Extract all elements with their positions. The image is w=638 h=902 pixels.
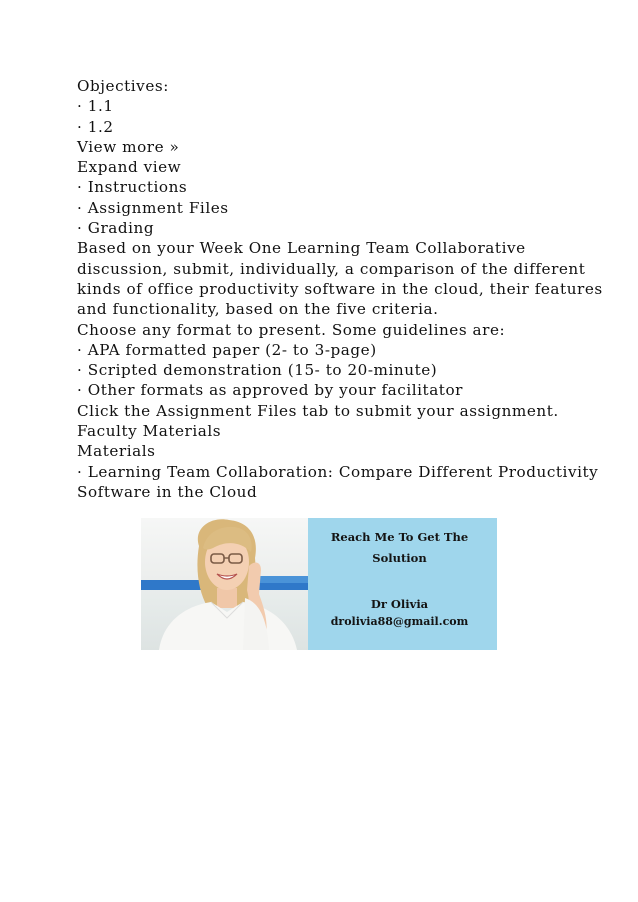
materials-list-item: Software in the Cloud	[77, 482, 258, 501]
submit-instructions-text: Click the Assignment Files tab to submit your assignment.	[77, 401, 559, 420]
objectives-heading: Objectives:	[77, 77, 169, 95]
view-more-link: View more »	[77, 137, 180, 156]
materials-heading: Materials	[77, 442, 156, 461]
faculty-materials-heading: Faculty Materials	[77, 422, 222, 441]
format-list-item: · Scripted demonstration (15- to 20-minute)	[77, 361, 438, 380]
format-list-item: · Other formats as approved by your facilitator	[77, 381, 463, 400]
contact-panel	[308, 518, 497, 650]
format-guidelines-text: Choose any format to present. Some guidelines are:	[77, 320, 506, 339]
tab-list-item: · Instructions	[77, 178, 188, 197]
instructions-text: discussion, submit, individually, a comparison of the different	[77, 259, 586, 278]
materials-list-item: · Learning Team Collaboration: Compare Different Productivity	[77, 462, 599, 481]
promo-line-1: Reach Me To Get The	[330, 530, 469, 544]
contact-email: drolivia88@gmail.com	[330, 615, 469, 628]
format-list-item: · APA formatted paper (2- to 3-page)	[77, 340, 377, 359]
tutor-photo	[141, 518, 308, 650]
tab-list-item: · Grading	[77, 219, 155, 238]
expand-view-link: Expand view	[77, 158, 182, 177]
instructions-text: kinds of office productivity software in the cloud, their features	[77, 279, 603, 298]
objective-item: · 1.2	[77, 117, 114, 136]
document-body	[77, 76, 603, 502]
tab-list-item: · Assignment Files	[77, 198, 229, 217]
contact-name: Dr Olivia	[370, 597, 429, 611]
instructions-text: and functionality, based on the five criteria.	[77, 300, 439, 319]
promo-line-2: Solution	[372, 551, 427, 565]
instructions-text: Based on your Week One Learning Team Collaborative	[77, 239, 526, 258]
contact-banner	[141, 518, 497, 650]
objective-item: · 1.1	[77, 97, 114, 116]
